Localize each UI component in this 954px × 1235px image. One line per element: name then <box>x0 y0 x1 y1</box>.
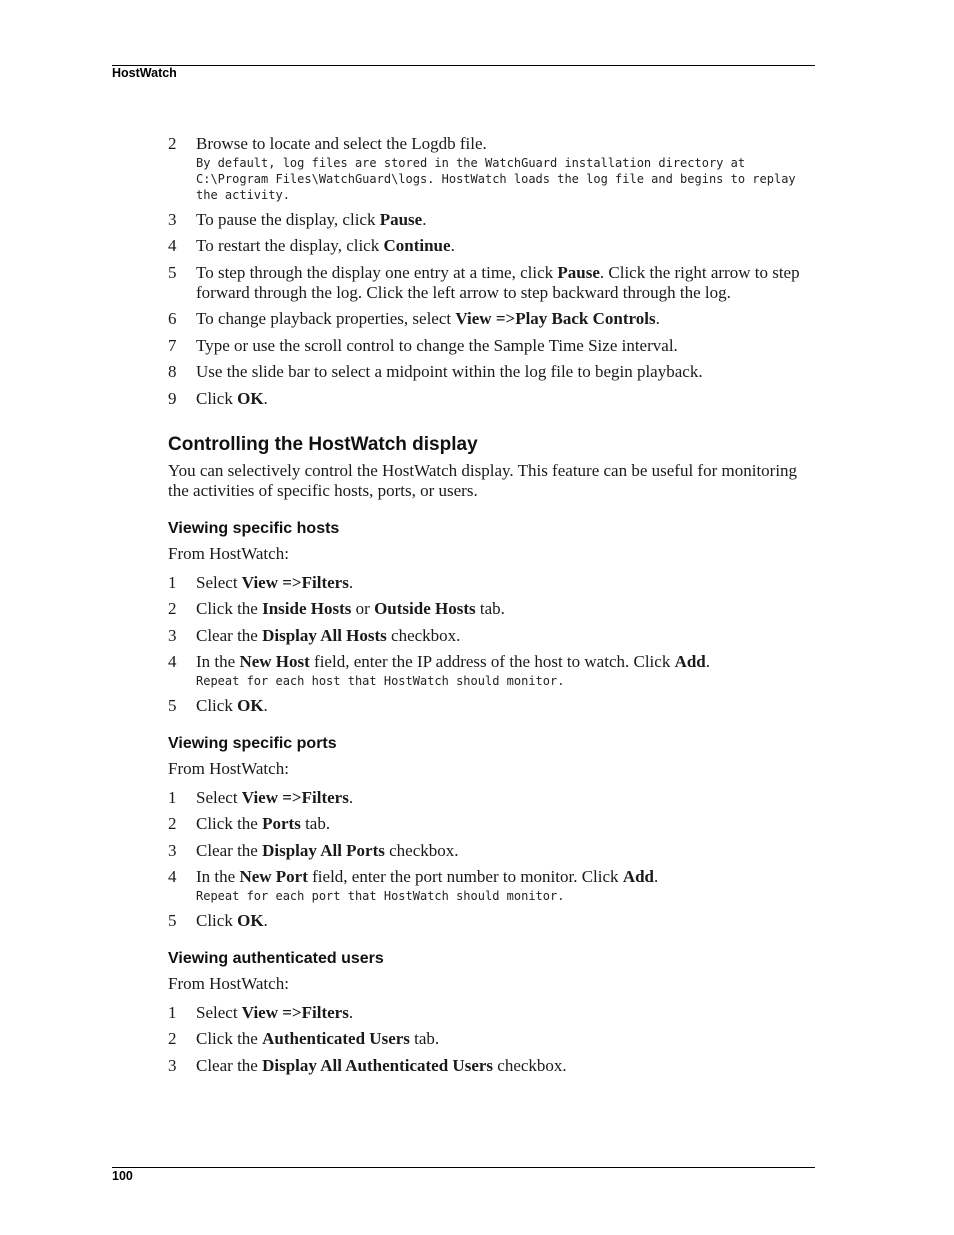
ui-term: View =>Filters <box>241 572 349 592</box>
step-text-run: field, enter the port number to monitor. Click <box>307 867 623 886</box>
step-note: By default, log files are stored in the WatchGuard installation directory at C:\Program Files\WatchGuard\logs. HostWatch loads the log file and begins to replay the activity. <box>196 156 796 202</box>
ui-term: Display All Hosts <box>262 625 387 645</box>
step-text <box>196 696 815 716</box>
step-number: 3 <box>168 840 177 860</box>
ports-from-text: From HostWatch: <box>168 758 289 778</box>
step-number: 3 <box>168 209 177 229</box>
step-text-run: Clear the <box>196 840 263 860</box>
list-item <box>168 263 815 303</box>
hosts-steps-list <box>168 573 815 716</box>
ui-term: Continue <box>383 236 451 255</box>
step-text-run: . <box>655 309 660 328</box>
step-text-run: tab. <box>300 814 331 833</box>
step-text-run: checkbox. <box>384 840 459 860</box>
section-intro: You can selectively control the HostWatch display. This feature can be useful for monitoring the activities of specific hosts, ports, or users. <box>168 460 798 500</box>
list-item <box>168 696 815 716</box>
step-text-run: Clear the <box>196 625 263 645</box>
list-item <box>168 867 815 904</box>
replay-steps-list <box>168 134 815 409</box>
step-number: 1 <box>168 572 177 592</box>
step-number: 5 <box>168 695 177 715</box>
ui-term: Display All Authenticated Users <box>262 1055 494 1075</box>
step-text-run: To pause the display, click <box>196 209 380 229</box>
step-text-run: . <box>263 910 268 930</box>
page-content <box>168 134 815 1076</box>
step-note: Repeat for each port that HostWatch should monitor. <box>196 889 565 903</box>
step-text <box>196 1056 815 1076</box>
step-text-run: . <box>348 1002 354 1022</box>
step-text-run: Select <box>196 572 242 592</box>
ui-term: Display All Ports <box>262 840 385 860</box>
ui-term: OK <box>237 388 264 408</box>
ui-term: New Host <box>239 652 310 671</box>
step-text-run: In the <box>196 867 240 886</box>
running-header: HostWatch <box>112 66 177 80</box>
list-item <box>168 336 815 356</box>
step-number: 2 <box>168 1029 177 1048</box>
footer-rule <box>112 1167 815 1168</box>
step-number: 3 <box>168 1055 177 1075</box>
hosts-heading: Viewing specific hosts <box>168 519 340 537</box>
step-number: 3 <box>168 625 177 645</box>
step-text <box>196 309 815 329</box>
step-number: 6 <box>168 309 177 328</box>
step-text-run: Click <box>196 388 238 408</box>
list-item <box>168 389 815 409</box>
step-text-run: . <box>422 209 427 229</box>
step-text <box>196 573 815 593</box>
ui-term: Ports <box>262 814 301 833</box>
list-item <box>168 309 815 329</box>
step-text-run: checkbox. <box>493 1055 567 1075</box>
step-text <box>196 263 815 303</box>
step-text-run: . <box>263 388 268 408</box>
step-number: 1 <box>168 787 177 807</box>
step-text-run: field, enter the IP address of the host to watch. Click <box>309 652 675 671</box>
ui-term: View =>Filters <box>241 787 349 807</box>
step-number: 5 <box>168 910 177 930</box>
step-text <box>196 336 815 356</box>
list-item <box>168 1003 815 1023</box>
step-number: 9 <box>168 388 177 408</box>
step-number: 4 <box>168 236 177 255</box>
step-text-run: tab. <box>475 599 505 618</box>
step-text <box>196 1029 815 1049</box>
list-item <box>168 788 815 808</box>
step-text <box>196 814 815 834</box>
hosts-from-text: From HostWatch: <box>168 543 289 563</box>
step-text <box>196 841 815 861</box>
ui-term: View =>Play Back Controls <box>455 309 656 328</box>
list-item <box>168 236 815 256</box>
header-rule <box>112 65 815 66</box>
ports-steps-list <box>168 788 815 931</box>
step-text-run: checkbox. <box>386 625 461 645</box>
ports-heading: Viewing specific ports <box>168 734 337 752</box>
list-item <box>168 210 815 230</box>
list-item <box>168 1056 815 1076</box>
ui-term: Outside Hosts <box>374 599 476 618</box>
step-number: 2 <box>168 814 177 833</box>
step-number: 2 <box>168 134 177 153</box>
ui-term: OK <box>237 695 264 715</box>
step-text-run: Click <box>196 695 238 715</box>
step-text-run: . Click the right arrow to step forward through the log. Click the left arrow to step backward through the log. <box>196 262 800 302</box>
step-text-run: Click the <box>196 599 263 618</box>
list-item <box>168 134 815 203</box>
ui-term: Add <box>674 652 706 671</box>
step-text <box>196 362 815 382</box>
list-item <box>168 911 815 931</box>
list-item <box>168 599 815 619</box>
users-steps-list <box>168 1003 815 1076</box>
list-item <box>168 1029 815 1049</box>
ui-term: Pause <box>379 209 423 229</box>
step-text-run: . <box>348 787 354 807</box>
step-text <box>196 210 815 230</box>
ui-term: Add <box>622 867 654 886</box>
step-text-run: Click the <box>196 1029 263 1048</box>
step-text-run: . <box>705 652 711 671</box>
step-text-run: Browse to locate and select the Logdb file. <box>196 134 487 153</box>
list-item <box>168 626 815 646</box>
step-text-run: To change playback properties, select <box>196 309 456 328</box>
ui-term: OK <box>237 910 264 930</box>
step-text <box>196 626 815 646</box>
page-number: 100 <box>112 1169 133 1183</box>
step-text <box>196 652 815 689</box>
step-text-run: . <box>263 695 268 715</box>
step-text <box>196 389 815 409</box>
ui-term: Inside Hosts <box>262 599 352 618</box>
step-number: 5 <box>168 262 177 282</box>
ui-term: Authenticated Users <box>262 1029 410 1048</box>
list-item <box>168 841 815 861</box>
step-number: 4 <box>168 867 177 886</box>
step-text-run: . <box>348 572 354 592</box>
step-text-run: Select <box>196 787 242 807</box>
ui-term: View =>Filters <box>241 1002 349 1022</box>
list-item <box>168 814 815 834</box>
step-note: Repeat for each host that HostWatch should monitor. <box>196 674 565 688</box>
step-text <box>196 1003 815 1023</box>
step-text <box>196 599 815 619</box>
step-number: 4 <box>168 652 177 671</box>
list-item <box>168 652 815 689</box>
step-text <box>196 788 815 808</box>
step-text-run: tab. <box>409 1029 440 1048</box>
step-text-run: or <box>351 599 375 618</box>
step-number: 1 <box>168 1002 177 1022</box>
list-item <box>168 573 815 593</box>
step-text-run: Click <box>196 910 238 930</box>
section-heading: Controlling the HostWatch display <box>168 433 478 455</box>
step-text <box>196 134 815 203</box>
step-number: 2 <box>168 599 177 618</box>
step-text <box>196 236 815 256</box>
step-text-run: Use the slide bar to select a midpoint within the log file to begin playback. <box>196 362 703 381</box>
step-number: 8 <box>168 362 177 381</box>
step-text-run: Click the <box>196 814 263 833</box>
step-text <box>196 911 815 931</box>
step-text-run: . <box>450 236 455 255</box>
step-text-run: To step through the display one entry at a time, click <box>196 262 558 282</box>
ui-term: Pause <box>557 262 600 282</box>
step-text-run: Select <box>196 1002 242 1022</box>
step-text-run: Type or use the scroll control to change the Sample Time Size interval. <box>196 335 678 355</box>
list-item <box>168 362 815 382</box>
step-text-run: To restart the display, click <box>196 236 384 255</box>
step-text-run: Clear the <box>196 1055 263 1075</box>
users-heading: Viewing authenticated users <box>168 949 384 967</box>
step-number: 7 <box>168 335 177 355</box>
ui-term: New Port <box>239 867 308 886</box>
step-text-run: In the <box>196 652 240 671</box>
step-text-run: . <box>654 867 659 886</box>
users-from-text: From HostWatch: <box>168 973 289 993</box>
step-text <box>196 867 815 904</box>
